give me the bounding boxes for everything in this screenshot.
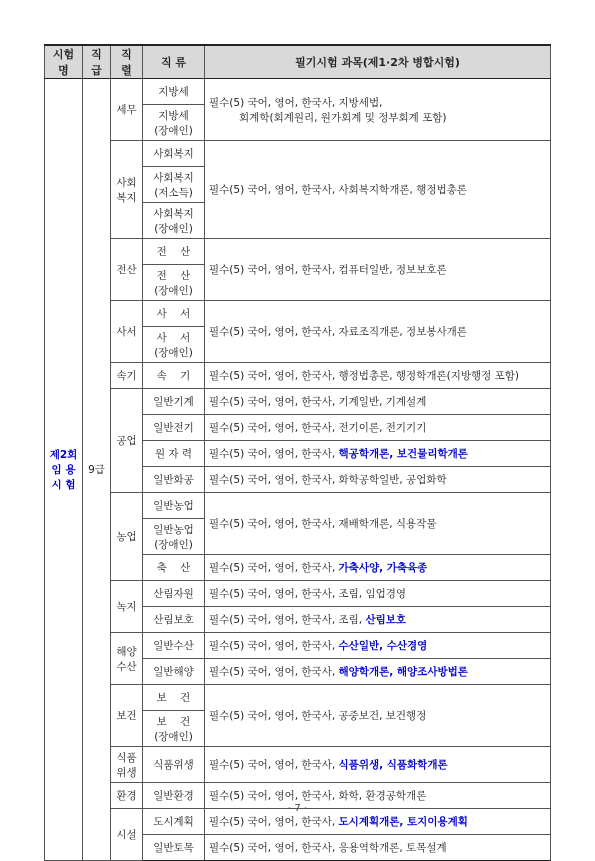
class-cell: 지방세 (장애인) <box>143 105 205 141</box>
subjects-cell <box>205 633 551 659</box>
subjects-cell <box>205 493 551 555</box>
series-cell: 전산 <box>111 239 143 301</box>
table-row <box>45 239 551 265</box>
header-subjects: 필기시험 과목(제1·2차 병합시험) <box>205 45 551 79</box>
subjects-text: 필수(5) 국어, 영어, 한국사, <box>209 759 339 771</box>
header-grade: 직 급 <box>83 45 111 79</box>
subjects-cell <box>205 363 551 389</box>
subjects-cell <box>205 835 551 861</box>
subjects-text: 필수(5) 국어, 영어, 한국사, <box>209 448 339 460</box>
class-cell: 일반수산 <box>143 633 205 659</box>
subjects-cell <box>205 467 551 493</box>
series-cell: 공업 <box>111 389 143 493</box>
class-cell: 속 기 <box>143 363 205 389</box>
class-cell: 보 건 (장애인) <box>143 711 205 747</box>
class-cell: 원 자 력 <box>143 441 205 467</box>
series-cell: 식품 위생 <box>111 747 143 783</box>
class-cell: 사 서 (장애인) <box>143 327 205 363</box>
subjects-text: 필수(5) 국어, 영어, 한국사, 전기이론, 전기기기 <box>209 422 427 434</box>
table-row <box>45 581 551 607</box>
subjects-text: 필수(5) 국어, 영어, 한국사, 재배학개론, 식용작물 <box>209 518 437 530</box>
table-row <box>45 79 551 105</box>
class-cell: 일반농업 <box>143 493 205 519</box>
series-cell: 사서 <box>111 301 143 363</box>
subjects-text: 필수(5) 국어, 영어, 한국사, 지방세법, 회계학(회계원리, 원가회계 및 정부회계 포함) <box>209 96 447 124</box>
subjects-cell <box>205 389 551 415</box>
subjects-cell <box>205 141 551 239</box>
subjects-text: 필수(5) 국어, 영어, 한국사, <box>209 666 339 678</box>
class-cell: 일반농업 (장애인) <box>143 519 205 555</box>
header-exam-name: 시험명 <box>45 45 83 79</box>
subjects-text: 필수(5) 국어, 영어, 한국사, 응용역학개론, 토목설계 <box>209 842 447 854</box>
subjects-text: 필수(5) 국어, 영어, 한국사, 컴퓨터일반, 정보보호론 <box>209 264 447 276</box>
class-cell: 일반전기 <box>143 415 205 441</box>
class-cell: 보 건 <box>143 685 205 711</box>
exam-subject-table <box>44 44 551 861</box>
class-cell: 지방세 <box>143 79 205 105</box>
subjects-cell <box>205 555 551 581</box>
subjects-cell <box>205 747 551 783</box>
series-cell: 농업 <box>111 493 143 581</box>
table-row <box>45 141 551 167</box>
class-cell: 전 산 <box>143 239 205 265</box>
header-row <box>45 45 551 79</box>
class-cell: 일반해양 <box>143 659 205 685</box>
class-cell: 사 서 <box>143 301 205 327</box>
subjects-text: 필수(5) 국어, 영어, 한국사, <box>209 816 339 828</box>
subjects-cell <box>205 415 551 441</box>
subjects-text: 필수(5) 국어, 영어, 한국사, 행정법총론, 행정학개론(지방행정 포함) <box>209 370 520 382</box>
subjects-text: 필수(5) 국어, 영어, 한국사, 기계일반, 기계설계 <box>209 396 427 408</box>
exam-name-cell: 제2회 임 용 시 험 <box>45 79 83 861</box>
series-cell: 보건 <box>111 685 143 747</box>
grade-cell: 9급 <box>83 79 111 861</box>
subjects-cell <box>205 685 551 747</box>
series-cell: 속기 <box>111 363 143 389</box>
subjects-cell <box>205 607 551 633</box>
series-cell: 사회 복지 <box>111 141 143 239</box>
subjects-text: 필수(5) 국어, 영어, 한국사, 자료조직개론, 정보봉사개론 <box>209 326 467 338</box>
subjects-text: 필수(5) 국어, 영어, 한국사, 조림, <box>209 614 366 626</box>
subjects-text: 필수(5) 국어, 영어, 한국사, <box>209 562 339 574</box>
class-cell: 사회복지 (저소득) <box>143 167 205 203</box>
subjects-cell <box>205 441 551 467</box>
class-cell: 식품위생 <box>143 747 205 783</box>
subjects-cell <box>205 79 551 141</box>
class-cell: 일반환경 <box>143 783 205 809</box>
table-row <box>45 493 551 519</box>
series-cell: 해양 수산 <box>111 633 143 685</box>
page-number: - 7 - <box>287 803 308 814</box>
header-series: 직 렬 <box>111 45 143 79</box>
class-cell: 축 산 <box>143 555 205 581</box>
series-cell: 시설 <box>111 809 143 861</box>
subjects-cell <box>205 301 551 363</box>
series-cell: 녹지 <box>111 581 143 633</box>
class-cell: 일반토목 <box>143 835 205 861</box>
highlighted-subjects: 식품위생, 식품화학개론 <box>338 759 448 771</box>
class-cell: 사회복지 (장애인) <box>143 203 205 239</box>
table-row <box>45 633 551 659</box>
class-cell: 전 산 (장애인) <box>143 265 205 301</box>
table-row <box>45 363 551 389</box>
highlighted-subjects: 해양학개론, 해양조사방법론 <box>338 666 468 678</box>
table-row <box>45 389 551 415</box>
subjects-cell <box>205 581 551 607</box>
subjects-text: 필수(5) 국어, 영어, 한국사, 화학공학일반, 공업화학 <box>209 474 447 486</box>
subjects-cell <box>205 659 551 685</box>
subjects-text: 필수(5) 국어, 영어, 한국사, 사회복지학개론, 행정법총론 <box>209 184 467 196</box>
class-cell: 산림보호 <box>143 607 205 633</box>
highlighted-subjects: 핵공학개론, 보건물리학개론 <box>338 448 468 460</box>
highlighted-subjects: 산림보호 <box>365 614 407 626</box>
header-class: 직 류 <box>143 45 205 79</box>
subjects-text: 필수(5) 국어, 영어, 한국사, 공중보건, 보건행정 <box>209 710 427 722</box>
class-cell: 일반화공 <box>143 467 205 493</box>
table-row <box>45 747 551 783</box>
class-cell: 사회복지 <box>143 141 205 167</box>
series-cell: 환경 <box>111 783 143 809</box>
series-cell: 세무 <box>111 79 143 141</box>
subjects-text: 필수(5) 국어, 영어, 한국사, 화학, 환경공학개론 <box>209 790 427 802</box>
class-cell: 일반기계 <box>143 389 205 415</box>
highlighted-subjects: 가축사양, 가축육종 <box>338 562 428 574</box>
subjects-text: 필수(5) 국어, 영어, 한국사, 조림, 임업경영 <box>209 588 407 600</box>
highlighted-subjects: 수산일반, 수산경영 <box>338 640 428 652</box>
highlighted-subjects: 도시계획개론, 토지이용계획 <box>338 816 468 828</box>
class-cell: 산림자원 <box>143 581 205 607</box>
subjects-text: 필수(5) 국어, 영어, 한국사, <box>209 640 339 652</box>
class-cell: 도시계획 <box>143 809 205 835</box>
subjects-cell <box>205 239 551 301</box>
table-row <box>45 301 551 327</box>
table-row <box>45 685 551 711</box>
